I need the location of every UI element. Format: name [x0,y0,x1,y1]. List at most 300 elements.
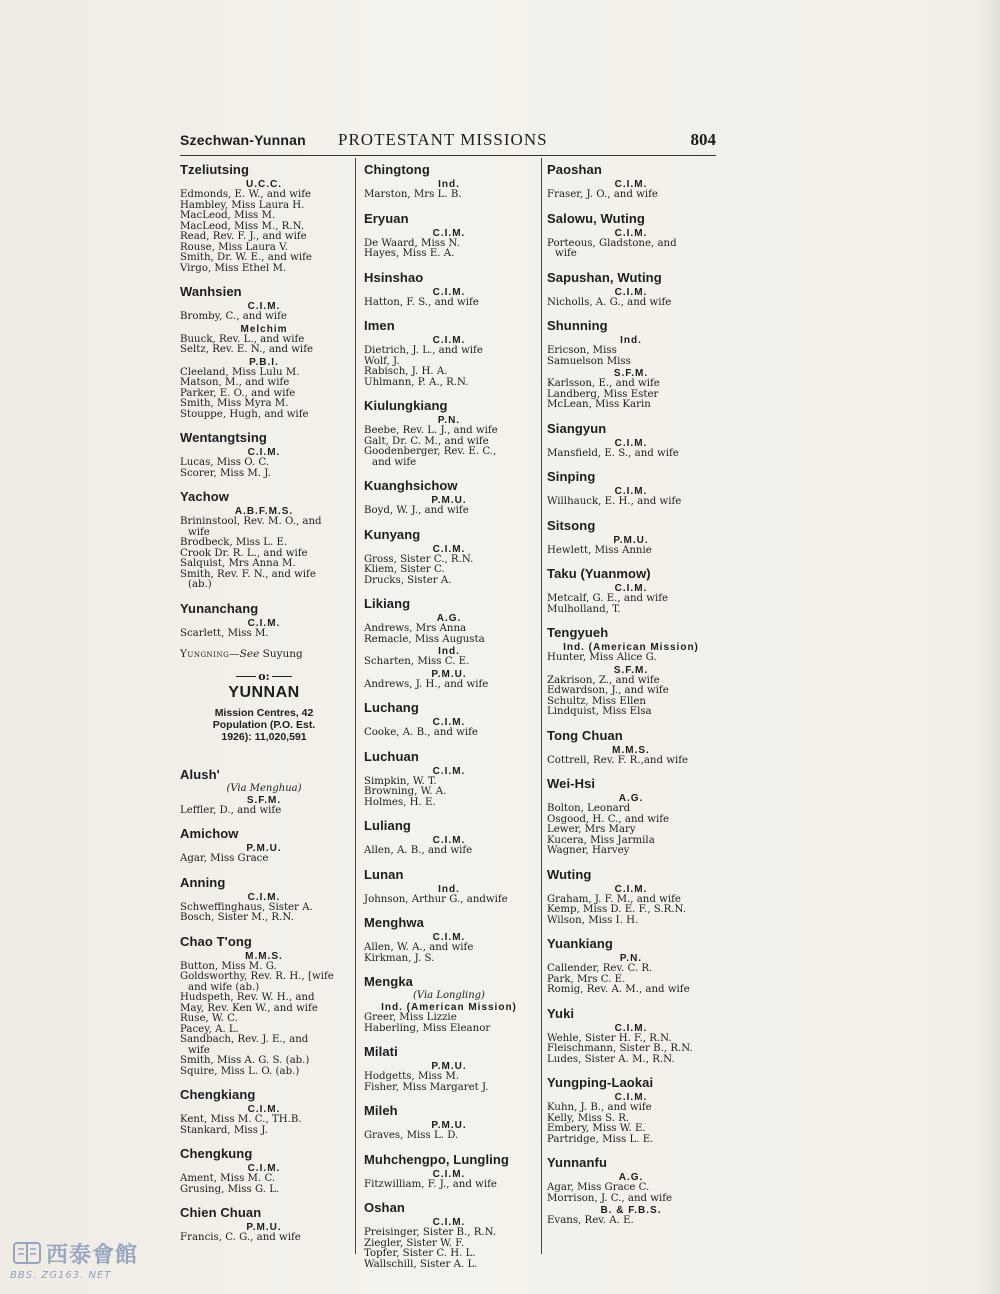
missionary-name: and wife (ab.) [188,981,260,993]
mission-society: P.B.I. [249,356,279,368]
missionary-name: Wehle, Sister H. F., R.N. [547,1032,672,1044]
divider-mark: o: [258,669,270,683]
mission-society: Ind. (American Mission) [381,1002,517,1013]
station-entry [180,875,348,924]
missionary-name: Scharten, Miss C. E. [364,656,470,667]
population-note [180,719,348,743]
station-entry [547,728,715,767]
mission-society: P.N. [437,415,461,426]
station-entry [364,270,534,309]
missionary-name: Callender, Rev. C. R. [547,963,653,974]
cross-ref-see: —See [229,648,260,660]
station-entry [180,826,348,865]
station-name: Salowu, Wuting [547,210,645,226]
missionary-name: Francis, C. G., and wife [180,1232,301,1243]
section-divider [180,669,348,683]
missionary-name: Schultz, Miss Ellen [547,695,646,707]
mission-society: C.I.M. [614,179,648,190]
station-entry [364,1152,534,1191]
station-entry [547,518,715,557]
station-entry [547,318,715,411]
missionary-name: MacLeod, Miss M. [180,210,276,221]
missionary-name: Fisher, Miss Margaret J. [364,1081,489,1093]
missionary-name: Hayes, Miss E. A. [364,248,455,259]
station-name: Yuankiang [547,936,613,951]
missionary-name: Stouppe, Hugh, and wife [180,408,309,420]
missionary-name: Salquist, Mrs Anna M. [180,558,296,569]
mission-society: P.M.U. [246,1222,282,1233]
missionary-name: Karlsson, E., and wife [547,378,660,389]
missionary-name: Goldsworthy, Rev. R. H., [wife [180,971,334,982]
missionary-name: Matson, M., and wife [180,377,290,388]
mission-centres: Mission Centres, 42 [214,706,314,719]
mission-society: S.F.M. [246,794,282,806]
mission-society: A.G. [436,613,462,624]
station-entry [547,1006,715,1066]
missionary-name: wife [555,248,577,259]
missionary-name: Edwardson, J., and wife [547,685,669,696]
mission-society: U.C.C. [246,179,282,190]
station-entry [547,211,715,260]
station-entry [547,162,715,201]
watermark-url: BBS. ZG163. NET [10,1270,112,1281]
missionary-name: Remacle, Miss Augusta [364,633,485,645]
missionary-name: Nicholls, A. G., and wife [547,296,672,308]
station-name: Taku (Yuanmow) [547,566,651,581]
missionary-name: Topfer, Sister C. H. L. [364,1248,476,1259]
station-entry [547,270,715,309]
missionary-name: Morrison, J. C., and wife [547,1192,673,1204]
missionary-name: Drucks, Sister A. [364,574,452,586]
missionary-name: Metcalf, G. E., and wife [547,593,669,604]
station-name: Tong Chuan [547,727,623,743]
station-name: Sapushan, Wuting [547,269,662,285]
missionary-name: Pacey, A. L. [180,1023,239,1035]
missionary-name: Hambley, Miss Laura H. [180,199,305,211]
missionary-name: Kucera, Miss Jarmila [547,834,655,846]
station-name: Luchuan [364,748,419,764]
missionary-name: Fitzwilliam, F. J., and wife [364,1178,497,1190]
station-name: Anning [180,874,226,890]
missionary-name: Porteous, Gladstone, and [547,237,677,249]
header-rule [180,155,716,156]
station-entry [180,1087,348,1136]
cross-ref-target: Suyung [262,648,303,660]
missionary-name: Ament, Miss M. C. [180,1173,276,1184]
station-name: Amichow [180,826,239,841]
missionary-name: Galt, Dr. C. M., and wife [364,435,489,447]
missionary-name: Cooke, A. B., and wife [364,727,478,738]
missionary-name: Allen, A. B., and wife [364,845,473,856]
station-name: Chingtong [364,162,430,177]
station-entry [547,421,715,460]
missionary-name: Agar, Miss Grace [180,853,269,864]
mission-society: C.I.M. [432,227,466,239]
mission-society: C.I.M. [247,301,281,312]
missionary-name: Romig, Rev. A. M., and wife [547,984,690,995]
station-name: Luliang [364,818,411,833]
missionary-name: Partridge, Miss L. E. [547,1133,654,1145]
station-name: Tzeliutsing [180,162,249,177]
missionary-name: Smith, Dr. W. E., and wife [180,252,312,263]
station-entry [364,478,534,517]
missionary-name: Rouse, Miss Laura V. [180,241,288,253]
station-name: Mengka [364,974,414,989]
station-name: Eryuan [364,210,409,226]
mission-society: S.F.M. [613,368,649,379]
mission-society: B. & F.B.S. [600,1205,662,1216]
station-entry [364,867,534,906]
mission-society: C.I.M. [247,1163,281,1174]
station-entry [180,162,348,274]
station-entry [364,700,534,739]
station-name: Luchang [364,700,419,715]
missionary-name: Ziegler, Sister W. F. [364,1237,464,1249]
missionary-name: Cottrell, Rev. F. R.,and wife [547,754,689,766]
station-entry [180,430,348,479]
mission-society: P.M.U. [431,1061,467,1072]
missionary-name: Wallschill, Sister A. L. [364,1258,478,1270]
mission-society: A.B.F.M.S. [234,506,294,517]
missionary-name: and wife [372,456,417,468]
mission-society: C.I.M. [614,286,648,298]
missionary-name: Lucas, Miss O. C. [180,457,270,468]
missionary-name: Willhauck, E. H., and wife [547,496,682,507]
station-name: Chien Chuan [180,1205,262,1220]
missionary-name: Beebe, Rev. L. J., and wife [364,425,498,436]
station-entry [180,489,348,591]
population-line: Population (P.O. Est. [212,718,316,731]
station-name: Chao T'ong [180,933,252,949]
station-entry [547,1155,715,1227]
missionary-name: Gross, Sister C., R.N. [364,553,474,565]
station-name: Shunning [547,318,608,333]
missionary-name: Landberg, Miss Ester [547,388,659,400]
missionary-name: Johnson, Arthur G., andwife [364,893,508,905]
station-name: Yunanchang [180,600,259,616]
missionary-name: Andrews, J. H., and wife [364,678,489,690]
station-name: Chengkung [180,1146,253,1161]
mission-society: C.I.M. [432,286,466,298]
missionary-name: Brininstool, Rev. M. O., and [180,516,322,527]
missionary-name: Bromby, C., and wife [180,311,287,322]
missionary-name: (ab.) [188,579,212,590]
mission-society: P.M.U. [431,1120,467,1131]
station-entry [547,625,715,718]
missionary-name: Mulholland, T. [547,603,621,615]
missionary-name: Kuhn, J. B., and wife [547,1102,652,1113]
mission-society: Ind. (American Mission) [563,642,699,653]
mission-society: Ind. [438,883,460,895]
missionary-name: Wilson, Miss I. H. [547,914,639,926]
mission-society: Ind. [438,646,460,657]
station-entry [180,601,348,640]
mission-society: P.M.U. [431,668,467,680]
station-entry [364,398,534,468]
mission-society: C.I.M. [432,932,466,943]
mission-society: C.I.M. [247,617,281,629]
mission-society: C.I.M. [614,227,648,239]
missionary-name: Parker, E. O., and wife [180,387,296,399]
station-entry [364,1103,534,1142]
header-section-title: Szechwan-Yunnan [180,132,306,148]
missionary-name: Preisinger, Sister B., R.N. [364,1227,497,1238]
missionary-name: Fleischmann, Sister B., R.N. [547,1043,693,1054]
page-number: 804 [690,130,716,149]
missionary-name: Browning, W. A. [364,786,447,797]
missionary-name: Lindquist, Miss Elsa [547,706,652,717]
missionary-name: Kemp, Miss D. E. F., S.R.N. [547,904,687,915]
missionary-name: Kent, Miss M. C., TH.B. [180,1114,302,1125]
station-name: Wuting [547,866,592,882]
mission-society: C.I.M. [432,765,466,777]
missionary-name: Sandbach, Rev. J. E., and [180,1034,309,1045]
missionary-name: Smith, Miss A. G. S. (ab.) [180,1055,310,1066]
missionary-name: Kliem, Sister C. [364,564,445,575]
missionary-name: Wolf, J. [364,355,400,367]
station-entry [364,211,534,260]
missionary-name: Leffler, D., and wife [180,804,282,816]
missionary-name: Ruse, W. C. [180,1013,238,1024]
mission-society: S.F.M. [613,664,649,676]
missionary-name: Squire, Miss L. O. (ab.) [180,1065,300,1077]
missionary-name: Kelly, Miss S. R. [547,1112,630,1124]
missionary-name: Ludes, Sister A. M., R.N. [547,1053,675,1065]
missionary-name: Smith, Rev. F. N., and wife [180,568,316,580]
station-name: Mileh [364,1103,398,1118]
mission-society: C.I.M. [614,583,648,594]
missionary-name: Hunter, Miss Alice G. [547,652,657,663]
mission-society: P.M.U. [246,843,282,854]
missionary-name: Scarlett, Miss M. [180,627,269,639]
station-name: Yungping-Laokai [547,1075,654,1090]
mission-society: Ind. [620,335,642,346]
watermark-text: 西泰會館 [46,1243,139,1268]
missionary-name: Wagner, Harvey [547,845,630,856]
missionary-name: McLean, Miss Karin [547,399,651,410]
cross-ref-place: Yungning [180,648,230,660]
station-entry [180,284,348,420]
station-name: Wei-Hsi [547,776,596,791]
missionary-name: Goodenberger, Rev. E. C., [364,446,497,457]
book-seal-icon [12,1240,42,1266]
missionary-name: Park, Mrs C. E. [547,973,626,985]
station-name: Sinping [547,469,596,484]
missionary-name: Bosch, Sister M., R.N. [180,912,294,923]
column-3 [547,162,715,1237]
station-name: Muhchengpo, Lungling [364,1151,509,1167]
mission-society: C.I.M. [432,543,466,555]
population-line: 1926): 11,020,591 [221,730,307,743]
missionary-name: Seltz, Rev. E. N., and wife [180,344,313,355]
station-name: Alush' [180,766,220,782]
mission-society: C.I.M. [614,1022,648,1034]
mission-society: C.I.M. [432,1168,466,1180]
station-entry [547,1075,715,1145]
missionary-name: Uhlmann, P. A., R.N. [364,376,469,388]
missionary-name: Bolton, Leonard [547,803,631,814]
station-name: Hsinshao [364,269,424,285]
station-entry [364,1200,534,1270]
missionary-name: Brodbeck, Miss L. E. [180,537,288,548]
station-entry [364,596,534,690]
station-name: Kunyang [364,526,421,542]
missionary-name: Allen, W. A., and wife [364,942,474,953]
missionary-name: Osgood, H. C., and wife [547,813,670,825]
mission-society: A.G. [618,793,644,804]
mission-society: M.M.S. [245,950,283,962]
missionary-name: Virgo, Miss Ethel M. [180,262,287,274]
missionary-name: Mansfield, E. S., and wife [547,447,679,459]
cross-reference [180,649,348,660]
missionary-name: Smith, Miss Myra M. [180,398,289,409]
mission-society: C.I.M. [614,883,648,895]
station-name: Oshan [364,1200,405,1215]
station-entry [547,936,715,996]
station-name: Kiulungkiang [364,398,448,413]
missionary-name: Kirkman, J. S. [364,952,435,964]
missionary-name: Edmonds, E. W., and wife [180,189,312,200]
mission-society: C.I.M. [432,835,466,846]
missionary-name: wife [188,526,210,538]
route-note: (Via Menghua) [226,782,302,794]
mission-society: C.I.M. [614,437,648,449]
missionary-name: Samuelson Miss [547,355,631,367]
missionary-name: MacLeod, Miss M., R.N. [180,220,305,232]
station-entry [180,767,348,817]
missionary-name: Hudspeth, Rev. W. H., and [180,992,315,1003]
missionary-name: De Waard, Miss N. [364,237,460,249]
mission-society: C.I.M. [247,891,281,903]
mission-society: P.M.U. [613,534,649,546]
missionary-name: Boyd, W. J., and wife [364,505,469,516]
page-edge-shadow [978,0,1000,1294]
divider-line [272,676,292,677]
station-name: Kuanghsichow [364,478,458,493]
missionary-name: Fraser, J. O., and wife [547,189,658,200]
missionary-name: Marston, Mrs L. B. [364,189,462,200]
missionary-name: Crook Dr. R. L., and wife [180,547,308,559]
missionary-name: Read, Rev. F. J., and wife [180,231,307,242]
station-name: Likiang [364,596,411,611]
missionary-name: May, Rev. Ken W., and wife [180,1002,318,1014]
station-name: Imen [364,318,395,333]
station-entry [364,915,534,964]
missionary-name: Hewlett, Miss Annie [547,544,652,556]
station-name: Yachow [180,489,230,504]
station-entry [547,776,715,857]
mission-society: C.I.M. [432,335,466,346]
station-entry [180,934,348,1078]
station-entry [547,469,715,508]
station-name: Chengkiang [180,1087,256,1102]
station-name: Lunan [364,866,404,882]
station-name: Wentangtsing [180,430,267,445]
station-entry [364,974,534,1034]
missionary-name: Agar, Miss Grace C. [547,1182,650,1193]
missionary-name: Holmes, H. E. [364,796,436,808]
mission-society: P.M.U. [431,495,467,506]
mission-society: P.N. [619,953,643,964]
running-header [180,130,716,154]
mission-society: C.I.M. [432,717,466,728]
station-name: Menghwa [364,915,424,930]
station-entry [547,566,715,615]
column-rule-1 [355,158,356,1254]
station-name: Yunnanfu [547,1155,608,1170]
mission-society: C.I.M. [432,1217,466,1228]
missionary-name: Haberling, Miss Eleanor [364,1022,491,1034]
station-entry [364,162,534,201]
mission-society: M.M.S. [612,744,650,756]
missionary-name: Button, Miss M. G. [180,960,277,972]
missionary-name: Andrews, Mrs Anna [364,623,467,634]
header-book-title: PROTESTANT MISSIONS [338,130,548,149]
mission-society: C.I.M. [614,1092,648,1103]
station-entry [180,1205,348,1244]
station-name: Yuki [547,1005,575,1021]
station-name: Tengyueh [547,625,609,640]
mission-society: C.I.M. [247,1104,281,1115]
station-entry [364,749,534,809]
column-rule-2 [541,158,542,1254]
mission-society: C.I.M. [614,486,648,497]
missionary-name: Scorer, Miss M. J. [180,467,271,479]
missionary-name: Greer, Miss Lizzie [364,1012,457,1023]
missionary-name: Stankard, Miss J. [180,1124,268,1136]
station-entry [364,1044,534,1093]
station-entry [364,527,534,587]
missionary-name: Hatton, F. S., and wife [364,296,479,308]
missionary-name: Schweffinghaus, Sister A. [180,901,313,913]
missionary-name: Rabisch, J. H. A. [364,366,448,377]
station-name: Wanhsien [180,284,242,299]
missionary-name: Dietrich, J. L., and wife [364,345,483,356]
missionary-name: wife [188,1044,210,1056]
station-name: Paoshan [547,162,602,177]
route-note: (Via Longling) [413,990,485,1001]
missionary-name: Evans, Rev. A. E. [547,1215,634,1226]
station-name: Sitsong [547,517,596,533]
station-entry [364,818,534,857]
watermark [6,1236,166,1288]
missionary-name: Graves, Miss L. D. [364,1130,459,1141]
missionary-name: Embery, Miss W. E. [547,1123,646,1134]
mission-society: A.G. [618,1172,644,1183]
missionary-name: Ericson, Miss [547,345,617,356]
divider-line [236,676,256,677]
station-entry [547,867,715,927]
station-name: Siangyun [547,420,607,436]
missionary-name: Cleeland, Miss Lulu M. [180,366,300,378]
missionary-name: Hodgetts, Miss M. [364,1071,460,1082]
mission-society: C.I.M. [247,447,281,458]
station-entry [180,1146,348,1195]
province-heading: YUNNAN [228,684,300,701]
station-name: Milati [364,1044,398,1059]
missionary-name: Graham, J. F. M., and wife [547,893,681,905]
column-1 [180,162,348,1254]
missionary-name: Simpkin, W. T. [364,775,437,787]
column-2 [364,162,534,1280]
missionary-name: Grusing, Miss G. L. [180,1183,280,1195]
missionary-name: Lewer, Mrs Mary [547,824,636,835]
missionary-name: Zakrison, Z., and wife [547,674,660,686]
missionary-name: Buuck, Rev. L., and wife [180,333,305,345]
station-entry [364,318,534,388]
mission-society: Ind. [438,179,460,190]
mission-society: Melchim [240,323,288,335]
